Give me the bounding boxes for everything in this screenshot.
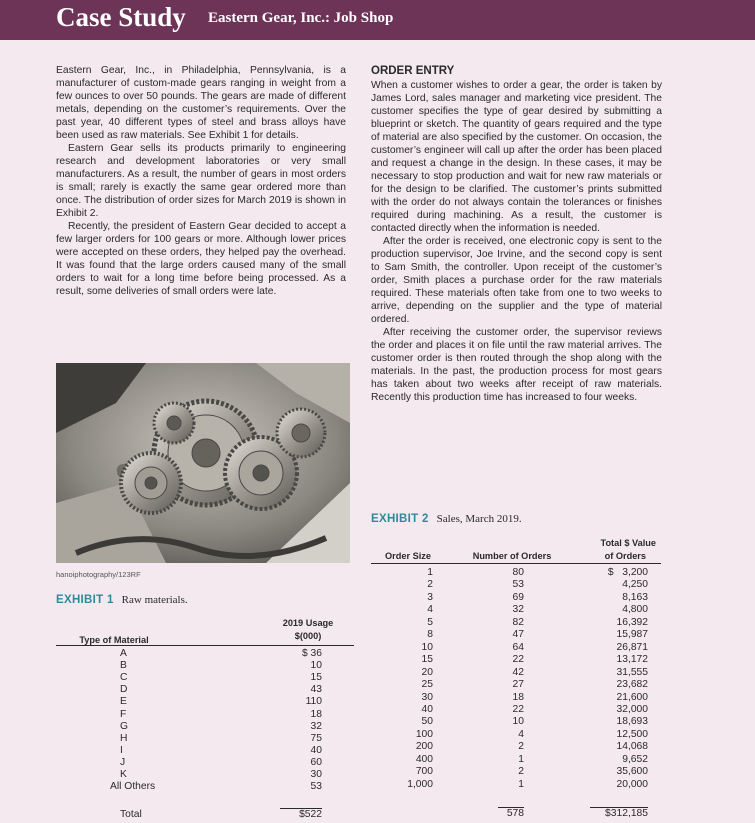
exhibit2-orders-cell: 1: [518, 778, 524, 790]
left-paragraph-1: Eastern Gear, Inc., in Philadelphia, Pennsylvania, is a manufacturer of custom-made gears ranging in weight from a few ounces to over 50 pounds. The gears are made of different metals, depending on the customer’s requirements. Over the past year, 40 different types of steel and brass alloys have been used as raw materials. See Exhibit 1 for details.: [56, 65, 346, 141]
exhibit2-size-cell: 40: [421, 703, 433, 715]
exhibit1-usage-cell: 10: [310, 660, 322, 672]
case-study-title: Case Study: [56, 2, 186, 32]
exhibit2-orders-cell: 22: [512, 654, 524, 666]
exhibit2-value-cell: 9,652: [622, 753, 648, 765]
exhibit1-material-cell: H: [120, 732, 128, 744]
exhibit1-material-cell: I: [120, 744, 123, 756]
exhibit2-value-cell: 23,682: [616, 679, 648, 691]
exhibit1-col-material-header: Type of Material: [79, 635, 149, 645]
exhibit2-value-cell: 18,693: [616, 716, 648, 728]
exhibit2-col-value-header-line2: of Orders: [604, 551, 646, 561]
exhibit1-material-cell: B: [120, 660, 127, 672]
order-entry-heading: ORDER ENTRY: [371, 65, 455, 77]
exhibit2-orders-cell: 18: [512, 691, 524, 703]
exhibit2-label: EXHIBIT 2: [371, 513, 429, 525]
exhibit1-title: [56, 593, 188, 607]
exhibit2-value-cell: 15,987: [616, 629, 648, 641]
exhibit2-size-cell: 4: [427, 604, 433, 616]
exhibit1-usage-cell: 18: [310, 708, 322, 720]
exhibit1-material-cell: C: [120, 672, 128, 684]
exhibit2-value-cell: 32,000: [616, 703, 648, 715]
exhibit2-orders-cell: 10: [512, 716, 524, 728]
exhibit2-orders-cell: 53: [512, 579, 524, 591]
exhibit2-orders-cell: 1: [518, 753, 524, 765]
right-paragraph-1: When a customer wishes to order a gear, the order is taken by James Lord, sales manager and marketing vice president. The customer specifies the type of gear desired by submitting a blueprint or sketch. The quantity of gears required and the type of material are also specified by the customer. On occasion, the customer’s engineer will call up after the order has been placed and request a change in the design. In these cases, it may be necessary to stop production and wait for new raw materials or for the design to be clarified. The customer’s prints submitted with the order do not always contain the tolerances or finishes required during machining. As a result, the customer is contacted directly when the information is needed.: [371, 80, 662, 234]
gearbox-photo: [56, 363, 350, 563]
exhibit2-value-cell: 12,500: [616, 728, 648, 740]
page-header: [0, 0, 755, 40]
exhibit2-size-cell: 100: [415, 728, 433, 740]
exhibit2-value-cell: 31,555: [616, 666, 648, 678]
exhibit1-usage-cell: 43: [310, 684, 322, 696]
exhibit2-size-cell: 700: [415, 766, 433, 778]
exhibit2-value-cell: 14,068: [616, 741, 648, 753]
exhibit1-material-cell: E: [120, 696, 127, 708]
exhibit2-orders-cell: 82: [512, 616, 524, 628]
exhibit2-size-cell: 1,000: [407, 778, 433, 790]
exhibit1-label: EXHIBIT 1: [56, 594, 114, 606]
left-paragraph-2: Eastern Gear sells its products primarily to engineering research and development laboratories or very small manufacturers. As a result, the number of gears in most orders is small; rarely is exactly the same gear ordered more than once. The distribution of order sizes for March 2019 is shown in Exhibit 2.: [56, 143, 346, 219]
exhibit1-total-value: $522: [299, 809, 322, 820]
exhibit2-size-cell: 10: [421, 641, 433, 653]
exhibit2-col-orders-header: Number of Orders: [472, 551, 552, 561]
exhibit2-size-cell: 3: [427, 591, 433, 603]
exhibit1-col-usage-header-line1: 2019 Usage: [282, 618, 334, 628]
exhibit2-orders-cell: 80: [512, 567, 524, 578]
exhibit1-usage-cell: 110: [305, 696, 322, 708]
exhibit2-orders-cell: 27: [512, 679, 524, 691]
right-paragraph-3: After receiving the customer order, the supervisor reviews the order and places it on file until the raw material arrives. The customer order is then routed through the shop along with the materials. In the past, the production process for most gears has taken about two weeks after receipt of raw materials. Recently this production time has increased to four weeks.: [371, 327, 662, 403]
exhibit2-orders-cell: 22: [512, 703, 524, 715]
exhibit2-col-value-header-line1: Total $ Value: [600, 538, 656, 548]
exhibit2-value-cell: 8,163: [622, 591, 648, 603]
right-paragraph-2: After the order is received, one electronic copy is sent to the production supervisor, Joe Irvine, and the second copy is sent to Sam Smith, the controller. Upon receipt of the customer’s order, Smith places a purchase order for the raw materials required. These materials often take from one to two weeks to arrive, depending on the supplier and the type of material ordered.: [371, 236, 662, 325]
exhibit2-orders-cell: 64: [512, 641, 524, 653]
exhibit2-value-cell: 26,871: [616, 641, 648, 653]
exhibit1-usage-cell: 60: [310, 756, 322, 768]
photo-credit: hanoiphotography/123RF: [56, 570, 141, 579]
exhibit2-value-cell: 21,600: [616, 691, 648, 703]
exhibit1-usage-cell: 40: [310, 744, 322, 756]
exhibit1-material-cell: All Others: [110, 781, 156, 793]
left-paragraph-3: Recently, the president of Eastern Gear decided to accept a few larger orders for 100 gears or more. Although lower prices were accepted on these orders, they helped pay the overhead. It was found that the large orders caused many of the small orders to wait for a long time before being processed. As a result, some deliveries of small orders were late.: [56, 221, 346, 297]
exhibit2-caption: Sales, March 2019.: [436, 513, 522, 525]
exhibit1-header-rule: [56, 645, 354, 646]
exhibit2-value-cell: 20,000: [616, 778, 648, 790]
left-column-text: [56, 64, 346, 298]
exhibit2-value-cell: $ 3,200: [607, 567, 648, 578]
exhibit1-material-cell: D: [120, 684, 128, 696]
exhibit2-orders-cell: 42: [512, 666, 524, 678]
exhibit1-material-cell: J: [120, 756, 126, 768]
exhibit2-value-cell: 35,600: [616, 766, 648, 778]
exhibit2-value-cell: 13,172: [616, 654, 648, 666]
exhibit2-value-cell: 16,392: [616, 616, 648, 628]
exhibit2-size-cell: 400: [415, 753, 433, 765]
exhibit2-orders-cell: 32: [512, 604, 524, 616]
exhibit2-orders-cell: 47: [512, 629, 524, 641]
exhibit1-caption: Raw materials.: [121, 594, 188, 606]
exhibit1-usage-cell: $ 36: [301, 648, 322, 659]
exhibit2-size-cell: 200: [415, 741, 433, 753]
exhibit1-total-label: Total: [120, 809, 142, 820]
exhibit2-title: [371, 512, 522, 526]
exhibit2-size-cell: 50: [421, 716, 433, 728]
exhibit1-material-cell: G: [120, 720, 129, 732]
exhibit1-material-cell: F: [120, 708, 127, 720]
exhibit2-size-cell: 30: [421, 691, 433, 703]
exhibit2-size-cell: 8: [427, 629, 433, 641]
exhibit2-total-value: $312,185: [605, 808, 648, 819]
exhibit1-material-cell: A: [120, 648, 127, 659]
exhibit2-size-cell: 15: [421, 654, 433, 666]
exhibit2-value-cell: 4,800: [622, 604, 648, 616]
gearbox-illustration: [56, 363, 350, 563]
exhibit2-size-cell: 1: [427, 567, 433, 578]
exhibit2-size-cell: 2: [427, 579, 433, 591]
exhibit2-col-size-header: Order Size: [385, 551, 431, 561]
exhibit2-orders-cell: 2: [518, 741, 524, 753]
case-study-subtitle: Eastern Gear, Inc.: Job Shop: [208, 10, 394, 26]
exhibit2-orders-cell: 69: [512, 591, 524, 603]
exhibit2-orders-cell: 2: [518, 766, 524, 778]
exhibit2-header-rule: [371, 563, 661, 564]
exhibit2-total-orders: 578: [506, 808, 524, 819]
exhibit1-usage-cell: 32: [310, 720, 322, 732]
exhibit2-size-cell: 5: [427, 616, 433, 628]
right-column-text: [371, 64, 662, 404]
exhibit2-size-cell: 25: [421, 679, 433, 691]
exhibit1-col-usage-header-line2: $(000): [294, 631, 322, 641]
exhibit1-material-cell: K: [120, 769, 127, 780]
exhibit2-orders-cell: 4: [518, 728, 524, 740]
exhibit1-usage-cell: 15: [310, 672, 322, 684]
exhibit1-usage-cell: 75: [310, 732, 322, 744]
exhibit2-value-cell: 4,250: [622, 579, 648, 591]
exhibit1-usage-cell: 30: [310, 769, 322, 780]
exhibit2-size-cell: 20: [421, 666, 433, 678]
exhibit1-usage-cell: 53: [310, 781, 322, 793]
